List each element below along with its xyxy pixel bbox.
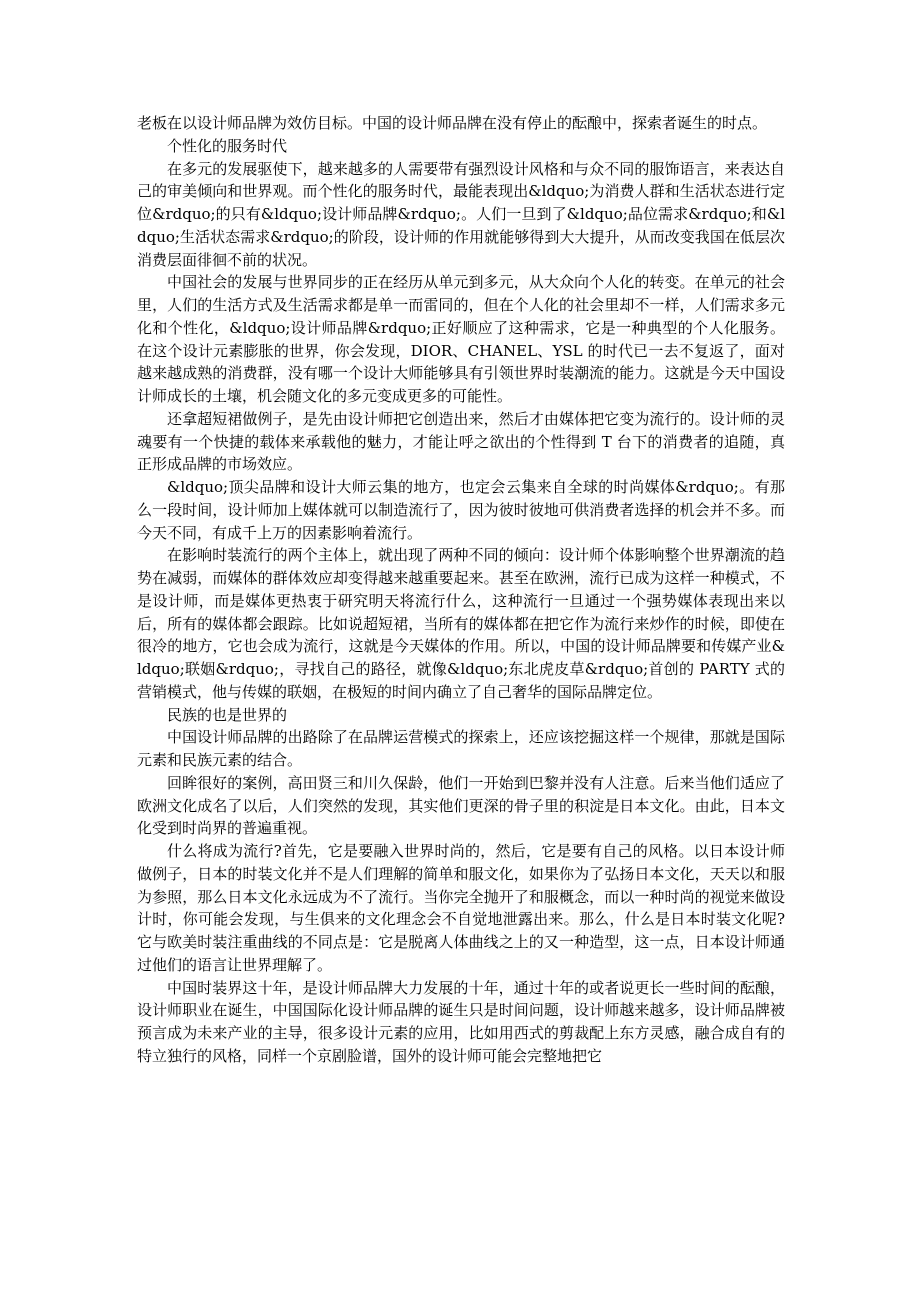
paragraph: 什么将成为流行?首先，它是要融入世界时尚的，然后，它是要有自己的风格。以日本设计师做例子，日本的时装文化并不是人们理解的简单和服文化，如果你为了弘扬日本文化，天天以和服为参照，那么日本文化永远成为不了流行。当你完全抛开了和服概念，而以一种时尚的视觉来做设计时，你可能会发现，与生俱来的文化理念会不自觉地泄露出来。那么，什么是日本时装文化呢?它与欧美时装注重曲线的不同点是：它是脱离人体曲线之上的又一种造型，这一点，日本设计师通过他们的语言让世界理解了。 (137, 842, 785, 974)
document-page (137, 112, 785, 1068)
section-heading-personalized-service: 个性化的服务时代 (167, 136, 288, 155)
paragraph: &ldquo;顶尖品牌和设计大师云集的地方，也定会云集来自全球的时尚媒体&rdquo;。有那么一段时间，设计师加上媒体就可以制造流行了，因为彼时彼地可供消费者选择的机会并不多。而今天不同，有成千上万的因素影响着流行。 (137, 478, 785, 542)
paragraph: 中国社会的发展与世界同步的正在经历从单元到多元，从大众向个人化的转变。在单元的社会里，人们的生活方式及生活需求都是单一而雷同的，但在个人化的社会里却不一样，人们需求多元化和个性化，&ldquo;设计师品牌&rdquo;正好顺应了这种需求，它是一种典型的个人化服务。在这个设计元素膨胀的世界，你会发现，DIOR、CHANEL、YSL 的时代已一去不复返了，面对越来越成熟的消费群，没有哪一个设计大师能够具有引领世界时装潮流的能力。这就是今天中国设计师成长的土壤，机会随文化的多元变成更多的可能性。 (137, 273, 785, 405)
paragraph: 在多元的发展驱使下，越来越多的人需要带有强烈设计风格和与众不同的服饰语言，来表达自己的审美倾向和世界观。而个性化的服务时代，最能表现出&ldquo;为消费人群和生活状态进行定位&rdquo;的只有&ldquo;设计师品牌&rdquo;。人们一旦到了&ldquo;品位需求&rdquo;和&ldquo;生活状态需求&rdquo;的阶段，设计师的作用就能够得到大大提升，从而改变我国在低层次消费层面徘徊不前的状况。 (137, 159, 785, 269)
paragraph-continuation: 老板在以设计师品牌为效仿目标。中国的设计师品牌在没有停止的酝酿中，探索者诞生的时点。 (137, 114, 768, 132)
paragraph: 中国设计师品牌的出路除了在品牌运营模式的探索上，还应该挖掘这样一个规律，那就是国际元素和民族元素的结合。 (137, 728, 785, 769)
paragraph: 中国时装界这十年，是设计师品牌大力发展的十年，通过十年的或者说更长一些时间的酝酿，设计师职业在诞生，中国国际化设计师品牌的诞生只是时间问题，设计师越来越多，设计师品牌被预言成为未来产业的主导，很多设计元素的应用，比如用西式的剪裁配上东方灵感，融合成自有的特立独行的风格，同样一个京剧脸谱，国外的设计师可能会完整地把它 (137, 978, 785, 1065)
paragraph: 还拿超短裙做例子，是先由设计师把它创造出来，然后才由媒体把它变为流行的。设计师的灵魂要有一个快捷的载体来承载他的魅力，才能让呼之欲出的个性得到 T 台下的消费者的追随，真正形成品牌的市场效应。 (137, 409, 785, 474)
paragraph: 在影响时装流行的两个主体上，就出现了两种不同的倾向：设计师个体影响整个世界潮流的趋势在减弱，而媒体的群体效应却变得越来越重要起来。甚至在欧洲，流行已成为这样一种模式，不是设计师，而是媒体更热衷于研究明天将流行什么，这种流行一旦通过一个强势媒体表现出来以后，所有的媒体都会跟踪。比如说超短裙，当所有的媒体都在把它作为流行来炒作的时候，即使在很冷的地方，它也会成为流行，这就是今天媒体的作用。所以，中国的设计师品牌要和传媒产业&ldquo;联姻&rdquo;，寻找自己的路径，就像&ldquo;东北虎皮草&rdquo;首创的 PARTY 式的营销模式，他与传媒的联姻，在极短的时间内确立了自己奢华的国际品牌定位。 (137, 546, 785, 701)
section-heading-national-is-global: 民族的也是世界的 (167, 705, 288, 724)
paragraph: 回眸很好的案例，高田贤三和川久保龄，他们一开始到巴黎并没有人注意。后来当他们适应了欧洲文化成名了以后，人们突然的发现，其实他们更深的骨子里的积淀是日本文化。由此，日本文化受到时尚界的普遍重视。 (137, 773, 785, 838)
